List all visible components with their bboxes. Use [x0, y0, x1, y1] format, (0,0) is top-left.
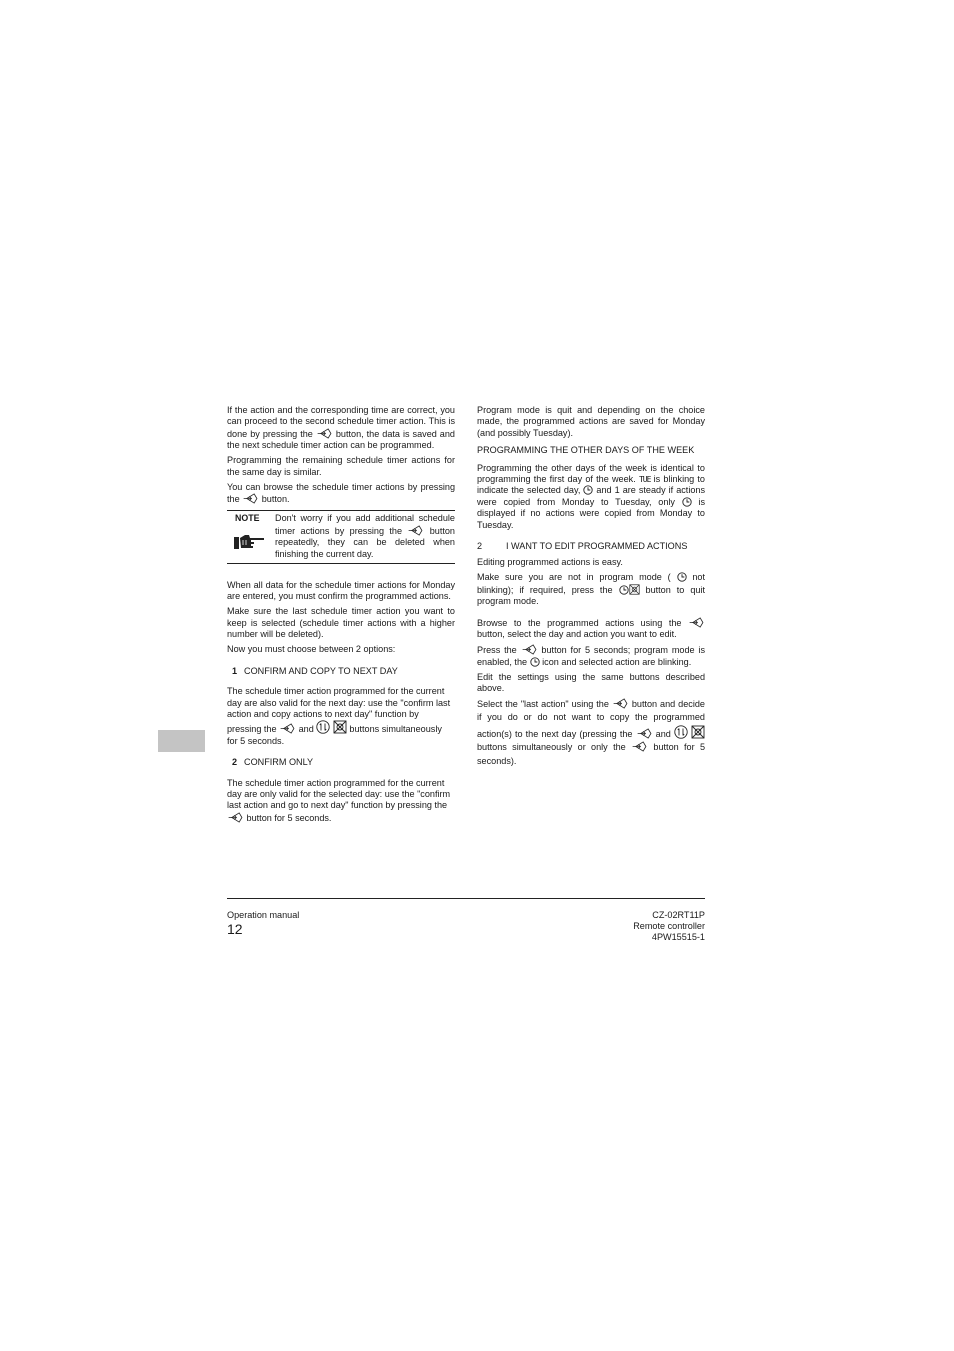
arrow-button-icon: [522, 644, 537, 655]
text-span: The schedule timer action programmed for the current day are also valid for the next day: use the "confirm last action and copy actions to next day" function by pressing the: [227, 686, 451, 735]
option-1-body: [227, 686, 455, 747]
text-span: and: [655, 728, 671, 739]
footer-divider: [227, 898, 705, 899]
copy-button-icon: [316, 720, 330, 734]
clock-icon: [619, 585, 629, 595]
section-title: I WANT TO EDIT PROGRAMMED ACTIONS: [506, 541, 688, 552]
right-paragraph-2: [477, 463, 705, 531]
cancel-button-icon: [629, 584, 640, 595]
text-span: not blinking); if required, press the: [477, 572, 705, 595]
arrow-button-icon: [632, 741, 647, 752]
left-column: [227, 405, 455, 828]
option-number: 2: [232, 757, 238, 768]
arrow-button-icon: [689, 617, 704, 628]
text-span: are steady if actions were copied from Monday to Tuesday, only: [477, 485, 706, 507]
clock-icon: [530, 657, 540, 667]
option-2-heading: [227, 757, 455, 768]
arrow-button-icon: [408, 525, 423, 536]
text-span: Programming the other days of the week is identical to programming the first day of the week.: [477, 462, 705, 485]
arrow-button-icon: [637, 728, 652, 739]
document-code: 4PW15515-1: [651, 932, 705, 942]
text-span: The schedule timer action programmed for the current day are only valid for the selected day: use the "confirm last action and go to next day" function by pressing the: [227, 777, 451, 811]
clock-icon: [682, 497, 692, 507]
page-number: 12: [227, 921, 243, 937]
cancel-button-icon: [691, 725, 705, 739]
text-span: buttons simultaneously or only the: [477, 742, 626, 753]
right-column: [477, 405, 705, 772]
right-paragraph-8: [477, 698, 705, 769]
chapter-side-tab: [158, 730, 205, 752]
product-name: Remote controller: [633, 921, 705, 931]
text-span: If the action and the corresponding time are correct, you can proceed to the second schedule timer action. This is done by pressing the: [227, 405, 455, 439]
text-span: Make sure you are not in program mode (: [477, 572, 671, 583]
right-paragraph-3: Editing programmed actions is easy.: [477, 557, 623, 568]
text-span: buttons simultaneously for 5 seconds.: [227, 724, 442, 746]
text-span: button repeatedly, they can be deleted when finishing the current day.: [275, 525, 455, 559]
option-number: 1: [232, 665, 238, 676]
pointing-hand-icon: [232, 531, 266, 551]
option-title: CONFIRM AND COPY TO NEXT DAY: [244, 665, 398, 676]
section-heading-other-days: PROGRAMMING THE OTHER DAYS OF THE WEEK: [477, 445, 695, 456]
text-span: button and decide if you do or do not want to copy the programmed action(s) to the next day (pressing the: [477, 698, 705, 739]
text-span: button.: [261, 494, 290, 505]
note-text: [275, 513, 455, 560]
note-label: NOTE: [235, 513, 260, 524]
day-indicator-tue: TUE: [638, 475, 651, 485]
text-span: is blinking to indicate the selected day,: [477, 474, 705, 496]
option-1-heading: [227, 666, 455, 677]
text-span: Browse to the programmed actions using the: [477, 617, 682, 628]
left-paragraph-3: [227, 482, 455, 506]
note-label-column: [227, 513, 275, 560]
right-paragraph-6: [477, 644, 705, 668]
text-span: and: [298, 724, 314, 735]
clock-icon: [583, 485, 593, 495]
text-span: Press the: [477, 645, 517, 656]
text-span: button for 5 seconds.: [246, 812, 332, 823]
right-paragraph-5: [477, 617, 705, 641]
text-span: button to quit program mode.: [477, 584, 705, 607]
text-span: and: [596, 485, 612, 496]
text-span: button, the data is saved and the next schedule timer action can be programmed.: [227, 428, 455, 451]
text-span: Select the "last action" using the: [477, 698, 609, 709]
left-paragraph-6: Now you must choose between 2 options:: [227, 644, 396, 655]
model-number: CZ-02RT11P: [652, 910, 705, 920]
arrow-button-icon: [613, 698, 628, 709]
right-paragraph-7: Edit the settings using the same buttons described above.: [477, 671, 705, 693]
note-box: [227, 510, 455, 564]
left-paragraph-2: Programming the remaining schedule timer actions for the same day is similar.: [227, 455, 455, 477]
arrow-button-icon: [317, 428, 332, 439]
text-span: You can browse the schedule timer actions by pressing the: [227, 481, 455, 505]
section-2-heading: [477, 541, 705, 552]
right-paragraph-1: Program mode is quit and depending on the choice made, the programmed actions are saved for Monday (and possibly Tuesday).: [477, 405, 705, 438]
option-2-body: [227, 778, 455, 825]
option-title: CONFIRM ONLY: [244, 757, 314, 768]
arrow-button-icon: [228, 812, 243, 823]
left-paragraph-4: When all data for the schedule timer actions for Monday are entered, you must confirm the programmed actions.: [227, 580, 455, 602]
text-span: button, select the day and action you want to edit.: [477, 629, 677, 640]
text-span: icon and selected action are blinking.: [542, 656, 692, 667]
arrow-button-icon: [243, 493, 258, 504]
section-number: 2: [477, 541, 483, 552]
footer-manual-label: Operation manual: [227, 910, 300, 920]
arrow-button-icon: [280, 723, 295, 734]
footer-product-info: [560, 910, 705, 943]
text-span: button for 5 seconds; program mode is enabled, the: [477, 645, 705, 667]
right-paragraph-4: [477, 572, 705, 607]
clock-icon: [677, 572, 687, 582]
action-number-indicator: 1: [614, 485, 620, 496]
copy-button-icon: [674, 725, 688, 739]
left-paragraph-5: Make sure the last schedule timer action you want to keep is selected (schedule timer actions with a higher number will be deleted).: [227, 606, 455, 640]
left-paragraph-1: [227, 405, 455, 452]
cancel-button-icon: [333, 720, 347, 734]
text-span: is displayed if no actions were copied from Monday to Tuesday.: [477, 496, 705, 530]
text-span: button for 5 seconds).: [477, 742, 706, 766]
text-span: Don't worry if you add additional schedule timer actions by pressing the: [275, 513, 455, 536]
